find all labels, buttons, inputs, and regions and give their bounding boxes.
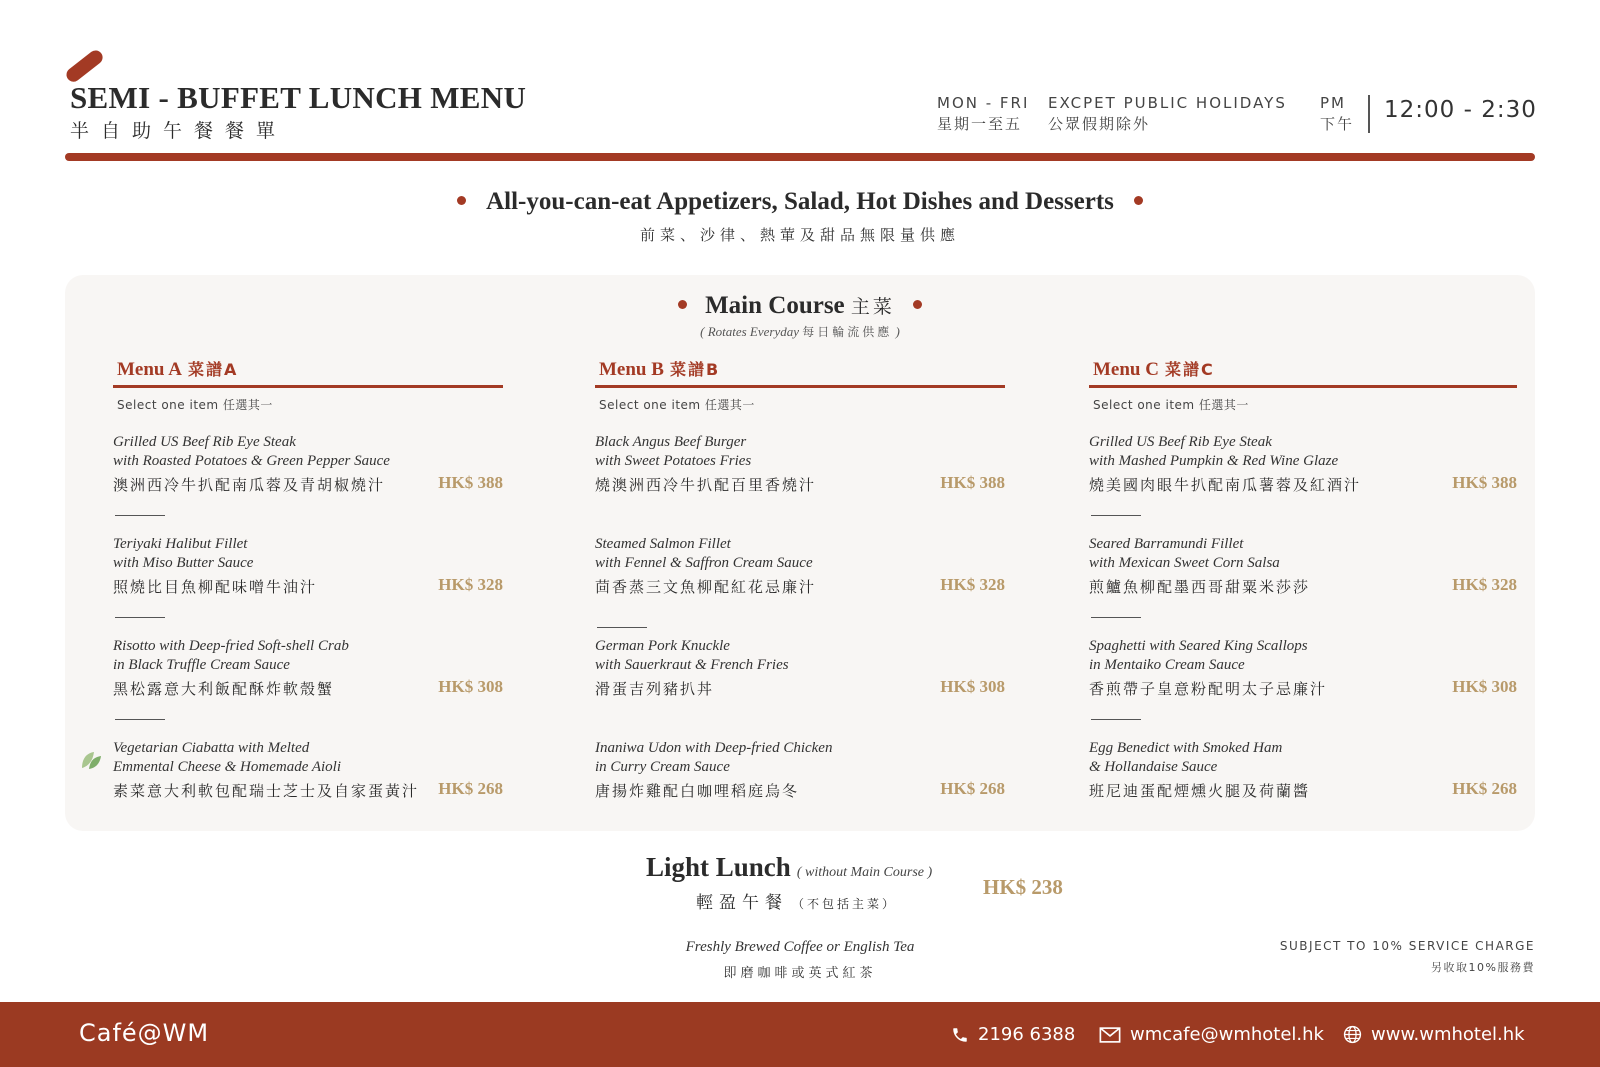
item-divider	[115, 515, 165, 516]
main-course-subtitle	[0, 323, 1600, 340]
service-days	[937, 93, 1029, 135]
cafe-logo: Café@WM	[79, 1019, 210, 1047]
email-contact[interactable]	[1099, 1024, 1324, 1045]
menu-item	[595, 535, 1005, 597]
menu-item-price: HK$ 308	[438, 677, 503, 696]
item-divider	[597, 627, 647, 628]
menu-item-name-line2: with Fennel & Saffron Cream Sauce	[595, 555, 813, 571]
menu-a-rule	[113, 385, 503, 388]
menu-a-heading-zh: 菜譜A	[187, 360, 239, 379]
menu-item-price: HK$ 328	[940, 575, 1005, 594]
menu-a-heading-en: Menu A	[117, 359, 182, 380]
menu-c-heading-zh: 菜譜C	[1164, 360, 1215, 379]
menu-item	[595, 637, 1005, 699]
menu-item-name-line1: Steamed Salmon Fillet	[595, 536, 731, 552]
menu-b-heading	[595, 357, 1005, 383]
menu-item	[113, 433, 503, 495]
bullet-dot	[457, 196, 466, 205]
item-divider	[115, 617, 165, 618]
menu-c-column	[1089, 357, 1517, 800]
menu-item-name-line2: with Roasted Potatoes & Green Pepper Sauce	[113, 453, 390, 469]
menu-item-name-line2: Emmental Cheese & Homemade Aioli	[113, 759, 342, 775]
main-course-title-en: Main Course	[705, 292, 845, 319]
menu-b-heading-zh: 菜譜B	[669, 360, 721, 379]
beverage-note: Freshly Brewed Coffee or English Tea	[685, 939, 915, 955]
menu-item	[1089, 433, 1517, 495]
light-lunch-subtitle-en: ( without Main Course )	[796, 865, 933, 880]
menu-item-name-line1: Grilled US Beef Rib Eye Steak	[113, 434, 296, 450]
intro-heading	[0, 188, 1600, 216]
pm-label	[1320, 93, 1354, 135]
menu-item-price: HK$ 388	[1452, 473, 1517, 492]
bullet-dot	[913, 300, 922, 309]
menu-item-name-line1: Inaniwa Udon with Deep-fried Chicken	[595, 740, 833, 756]
intro-heading-text: All-you-can-eat Appetizers, Salad, Hot Dishes and Desserts	[486, 188, 1114, 215]
light-lunch-title-en: Light Lunch	[646, 852, 791, 882]
menu-item-price: HK$ 308	[940, 677, 1005, 696]
main-course-subtitle-close: )	[895, 324, 900, 339]
phone-contact[interactable]	[951, 1024, 1075, 1045]
service-days-en: MON - FRI	[937, 94, 1030, 112]
service-charge-note-chinese: 另收取10%服務費	[1431, 961, 1535, 974]
service-charge-note: SUBJECT TO 10% SERVICE CHARGE	[1279, 939, 1535, 953]
menu-item	[595, 739, 1005, 801]
menu-item-name-line2: in Black Truffle Cream Sauce	[113, 657, 290, 673]
beverage-note-chinese: 即磨咖啡或英式紅茶	[723, 966, 877, 981]
phone-number: 2196 6388	[978, 1024, 1076, 1045]
holiday-note-zh: 公眾假期除外	[1048, 115, 1151, 133]
main-course-subtitle-zh: 每日輪流供應	[802, 325, 893, 339]
menu-item	[113, 535, 503, 597]
menu-item-price: HK$ 388	[940, 473, 1005, 492]
light-lunch-title	[646, 852, 932, 883]
menu-c-note: Select one item 任選其一	[1093, 398, 1249, 412]
holiday-note-en: EXCPET PUBLIC HOLIDAYS	[1048, 94, 1287, 112]
service-time: 12:00 - 2:30	[1384, 97, 1537, 123]
globe-icon	[1343, 1025, 1362, 1044]
menu-item-name-zh: 澳洲西冷牛扒配南瓜蓉及青胡椒燒汁	[113, 476, 386, 494]
menu-item-name-zh: 香煎帶子皇意粉配明太子忌廉汁	[1089, 680, 1328, 698]
menu-item-name-line2: in Mentaiko Cream Sauce	[1089, 657, 1245, 673]
menu-item	[113, 739, 503, 801]
item-divider	[1091, 719, 1141, 720]
menu-item-name-zh: 照燒比目魚柳配味噌牛油汁	[113, 578, 318, 596]
menu-item	[113, 637, 503, 699]
menu-item-name-line2: with Sweet Potatoes Fries	[595, 453, 752, 469]
menu-item-name-line2: with Miso Butter Sauce	[113, 555, 254, 571]
main-course-title-zh: 主菜	[850, 296, 895, 318]
menu-item-name-zh: 煎鱸魚柳配墨西哥甜粟米莎莎	[1089, 578, 1311, 596]
item-divider	[115, 719, 165, 720]
menu-item-name-zh: 黑松露意大利飯配酥炸軟殼蟹	[113, 680, 335, 698]
light-lunch-title-zh: 輕盈午餐	[696, 893, 788, 913]
menu-item-price: HK$ 388	[438, 473, 503, 492]
header-separator	[1368, 95, 1370, 133]
bullet-dot	[1134, 196, 1143, 205]
website-contact[interactable]	[1343, 1024, 1525, 1045]
item-divider	[1091, 617, 1141, 618]
menu-item-name-line2: with Sauerkraut & French Fries	[595, 657, 789, 673]
menu-b-rule	[595, 385, 1005, 388]
menu-item-name-line1: Risotto with Deep-fried Soft-shell Crab	[113, 638, 349, 654]
phone-icon	[951, 1026, 969, 1044]
menu-b-note: Select one item 任選其一	[599, 398, 755, 412]
menu-item-name-zh: 滑蛋吉列豬扒丼	[595, 680, 715, 698]
menu-item-name-line1: German Pork Knuckle	[595, 638, 730, 654]
menu-c-rule	[1089, 385, 1517, 388]
menu-c-heading	[1089, 357, 1517, 383]
menu-title: SEMI - BUFFET LUNCH MENU	[70, 80, 527, 115]
email-address: wmcafe@wmhotel.hk	[1130, 1024, 1324, 1045]
light-lunch-title-chinese	[696, 888, 897, 913]
header-divider	[65, 153, 1535, 161]
menu-item	[595, 433, 1005, 495]
service-days-zh: 星期一至五	[937, 115, 1023, 133]
menu-item-price: HK$ 308	[1452, 677, 1517, 696]
menu-b-heading-en: Menu B	[599, 359, 664, 380]
pm-label-en: PM	[1320, 94, 1346, 112]
menu-a-column	[113, 357, 503, 800]
main-course-subtitle-en: ( Rotates Everyday	[700, 324, 800, 339]
item-divider	[1091, 515, 1141, 516]
menu-item-name-line1: Spaghetti with Seared King Scallops	[1089, 638, 1308, 654]
menu-item	[1089, 739, 1517, 801]
light-lunch-price: HK$ 238	[983, 875, 1063, 899]
menu-item-name-line1: Teriyaki Halibut Fillet	[113, 536, 248, 552]
menu-item-price: HK$ 268	[1452, 779, 1517, 798]
menu-item-name-line2: with Mexican Sweet Corn Salsa	[1089, 555, 1280, 571]
light-lunch-subtitle-zh: （不包括主菜）	[792, 897, 898, 911]
menu-item	[1089, 637, 1517, 699]
menu-item-name-zh: 素菜意大利軟包配瑞士芝士及自家蛋黃汁	[113, 782, 420, 800]
menu-a-heading	[113, 357, 503, 383]
menu-item-price: HK$ 268	[940, 779, 1005, 798]
menu-item-name-line2: & Hollandaise Sauce	[1089, 759, 1218, 775]
menu-item-name-zh: 燒美國肉眼牛扒配南瓜薯蓉及紅酒汁	[1089, 476, 1362, 494]
menu-item-name-zh: 燒澳洲西冷牛扒配百里香燒汁	[595, 476, 817, 494]
menu-item-name-line1: Vegetarian Ciabatta with Melted	[113, 740, 310, 756]
menu-c-heading-en: Menu C	[1093, 359, 1159, 380]
menu-item-price: HK$ 268	[438, 779, 503, 798]
leaf-icon	[79, 748, 103, 772]
menu-item-price: HK$ 328	[1452, 575, 1517, 594]
menu-item-name-line1: Black Angus Beef Burger	[595, 434, 747, 450]
intro-heading-chinese: 前菜、沙律、熱葷及甜品無限量供應	[639, 226, 960, 244]
holiday-note	[1048, 93, 1287, 135]
brand-stroke-decoration	[64, 48, 106, 85]
menu-item-name-zh: 茴香蒸三文魚柳配紅花忌廉汁	[595, 578, 817, 596]
menu-item-name-line2: with Mashed Pumpkin & Red Wine Glaze	[1089, 453, 1339, 469]
footer-bar	[0, 1002, 1600, 1067]
envelope-icon	[1099, 1026, 1121, 1044]
menu-title-chinese: 半自助午餐餐單	[70, 120, 288, 142]
menu-a-note: Select one item 任選其一	[117, 398, 273, 412]
menu-item-price: HK$ 328	[438, 575, 503, 594]
menu-b-column	[595, 357, 1005, 800]
menu-item-name-line1: Grilled US Beef Rib Eye Steak	[1089, 434, 1272, 450]
menu-item-name-line2: in Curry Cream Sauce	[595, 759, 730, 775]
pm-label-zh: 下午	[1320, 115, 1355, 133]
menu-item	[1089, 535, 1517, 597]
menu-item-name-zh: 唐揚炸雞配白咖哩稻庭烏冬	[595, 782, 800, 800]
main-course-title	[0, 292, 1600, 320]
website-url: www.wmhotel.hk	[1371, 1024, 1525, 1045]
menu-item-name-zh: 班尼迪蛋配煙燻火腿及荷蘭醬	[1089, 782, 1311, 800]
bullet-dot	[678, 300, 687, 309]
menu-item-name-line1: Seared Barramundi Fillet	[1089, 536, 1244, 552]
menu-item-name-line1: Egg Benedict with Smoked Ham	[1089, 740, 1283, 756]
